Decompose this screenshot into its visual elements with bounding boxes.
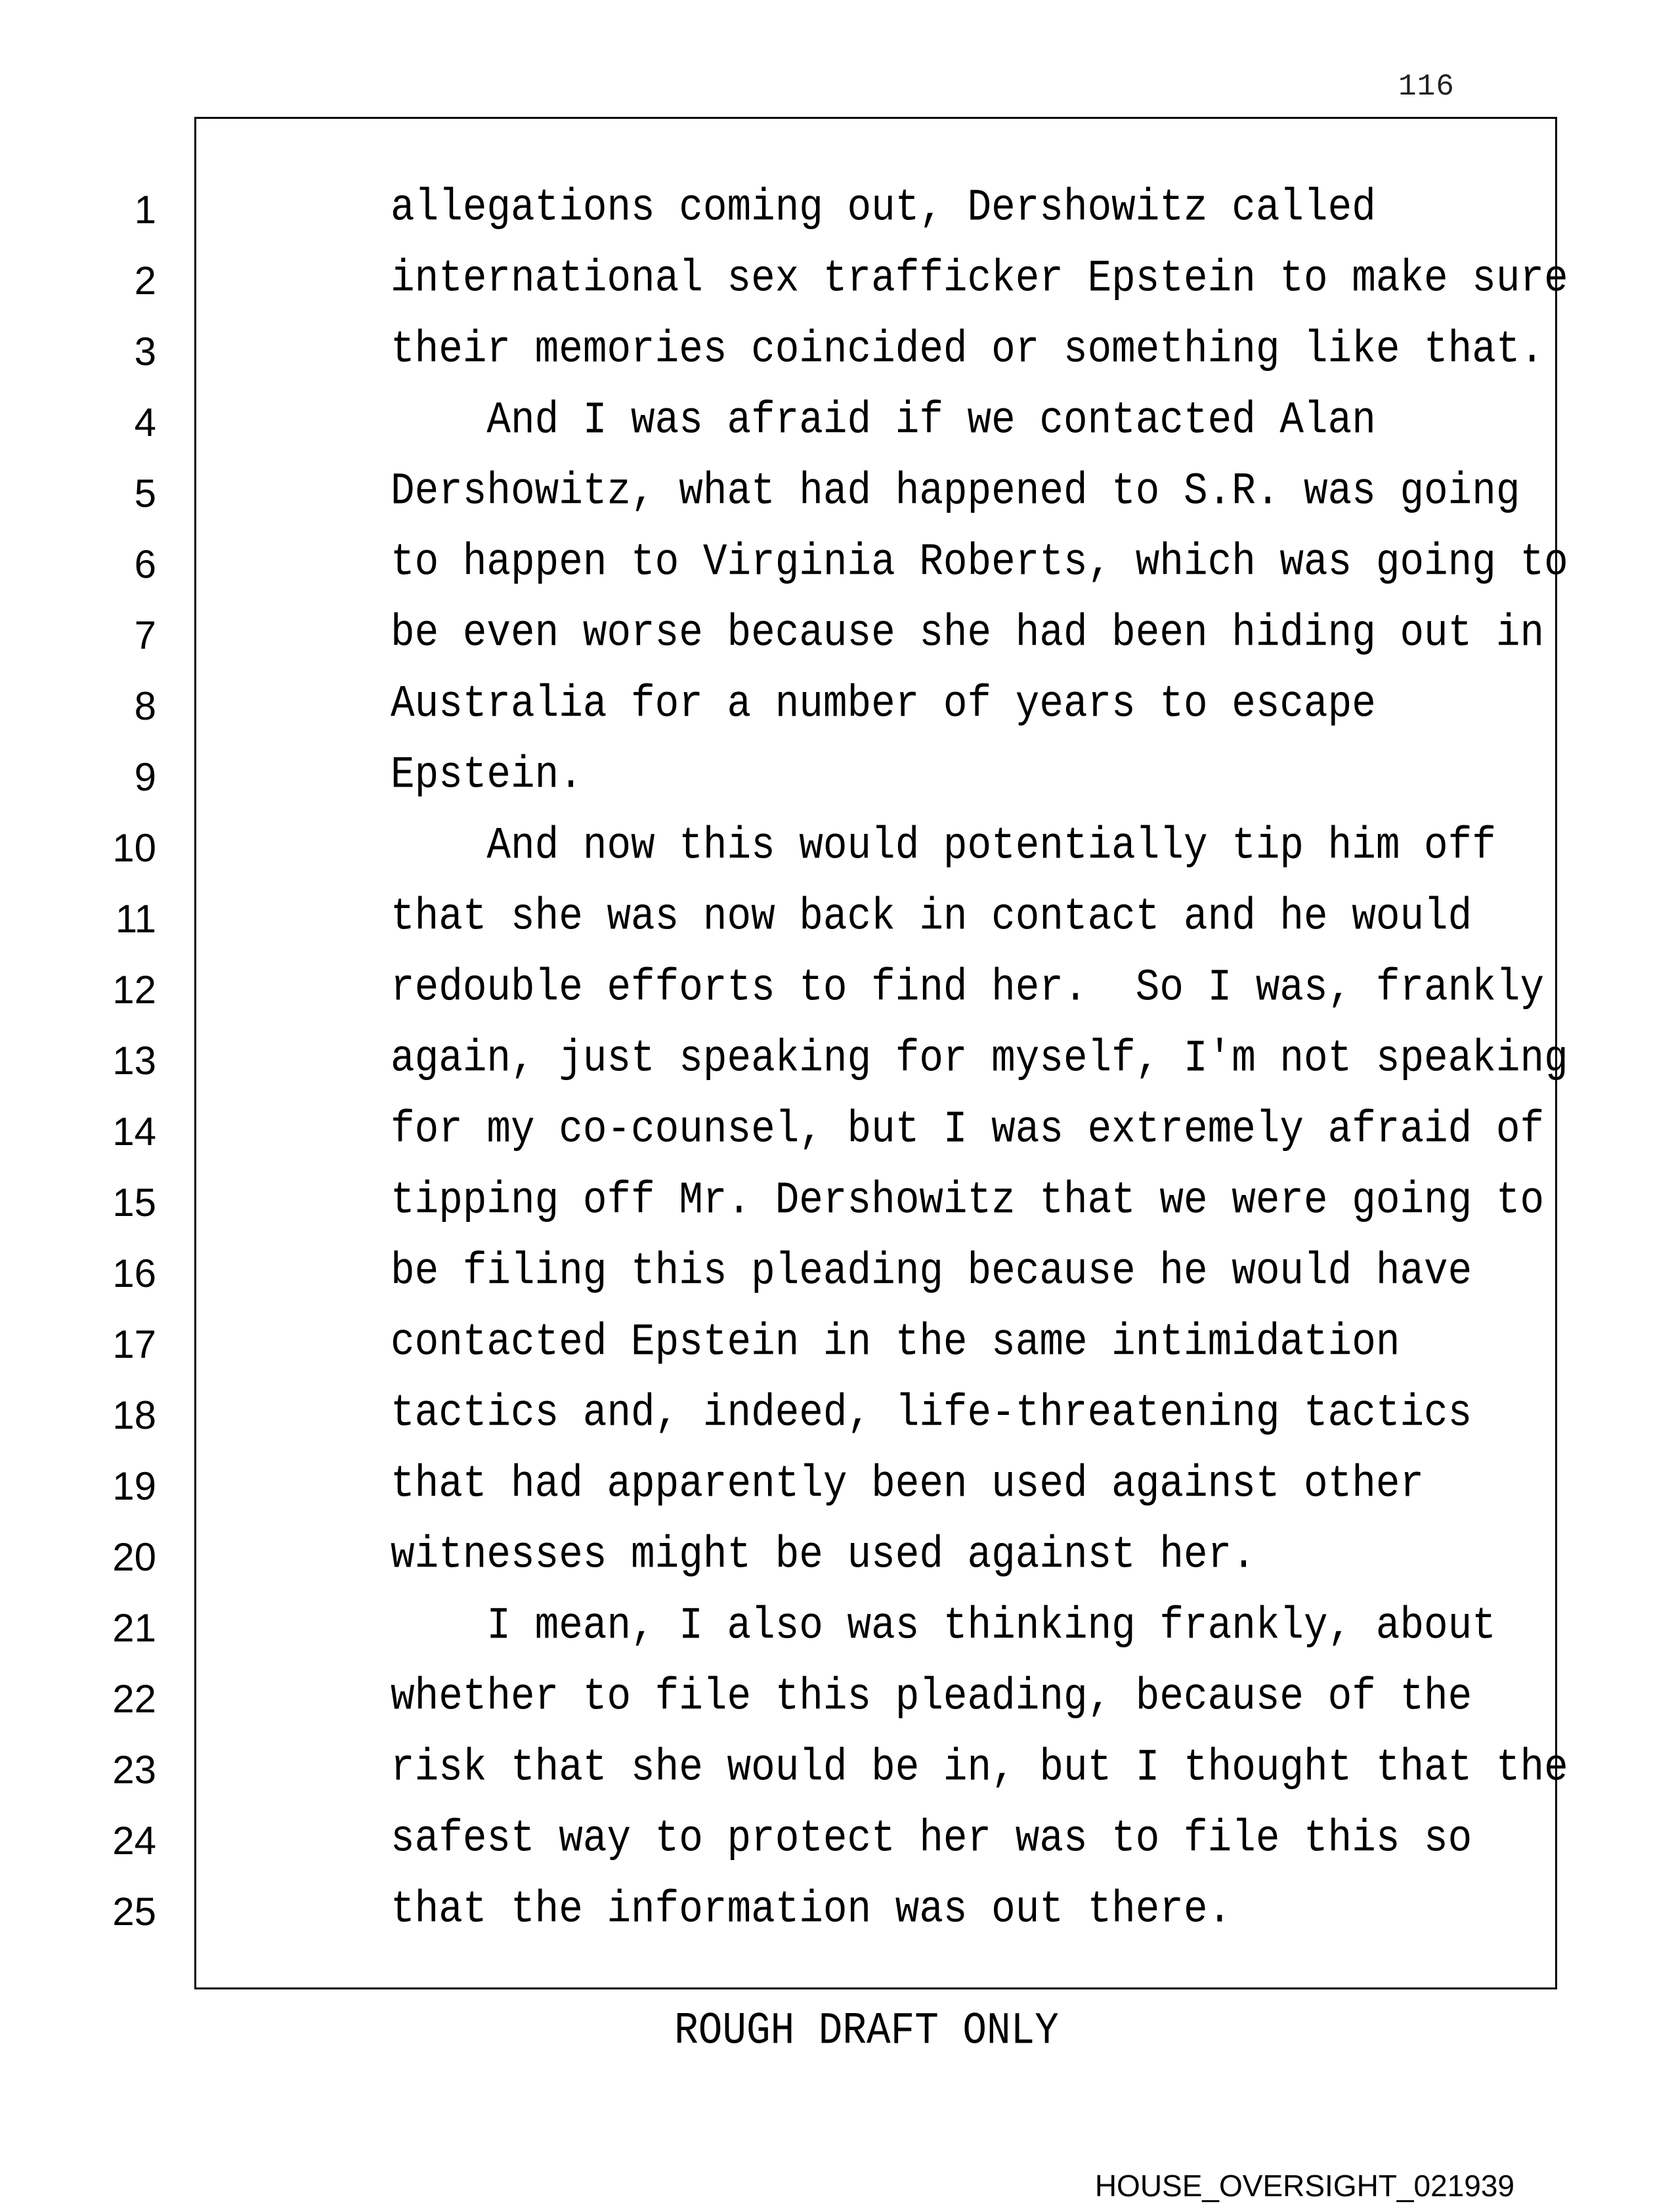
transcript-line: be filing this pleading because he would have bbox=[391, 1246, 1472, 1297]
line-number: 22 bbox=[112, 1677, 156, 1721]
line-number: 11 bbox=[115, 897, 156, 941]
bates-number: HOUSE_OVERSIGHT_021939 bbox=[1094, 2169, 1514, 2203]
line-number: 1 bbox=[134, 188, 156, 232]
transcript-line: allegations coming out, Dershowitz called bbox=[391, 183, 1376, 234]
line-number: 16 bbox=[112, 1251, 156, 1295]
line-number: 13 bbox=[112, 1039, 156, 1083]
transcript-line: their memories coincided or something like that. bbox=[391, 324, 1545, 376]
transcript-line: contacted Epstein in the same intimidation bbox=[391, 1317, 1400, 1368]
line-number: 8 bbox=[134, 684, 156, 728]
transcript-line: international sex trafficker Epstein to make sure bbox=[391, 253, 1568, 305]
transcript-line: risk that she would be in, but I thought that the bbox=[391, 1743, 1568, 1794]
transcript-line: for my co-counsel, but I was extremely afraid of bbox=[391, 1104, 1545, 1156]
transcript-line: to happen to Virginia Roberts, which was going to bbox=[391, 537, 1568, 588]
transcript-line: that she was now back in contact and he would bbox=[391, 892, 1472, 943]
transcript-line: Australia for a number of years to escape bbox=[391, 679, 1376, 730]
line-number: 15 bbox=[112, 1181, 156, 1225]
line-number: 10 bbox=[112, 826, 156, 870]
line-number: 25 bbox=[112, 1890, 156, 1934]
transcript-line: And I was afraid if we contacted Alan bbox=[391, 395, 1376, 446]
transcript-line: be even worse because she had been hiding out in bbox=[391, 608, 1545, 659]
transcript-line: redouble efforts to find her. So I was, frankly bbox=[391, 963, 1545, 1014]
line-number: 23 bbox=[112, 1748, 156, 1792]
line-number: 14 bbox=[112, 1110, 156, 1154]
transcript-line: that had apparently been used against other bbox=[391, 1459, 1425, 1510]
transcript-line: safest way to protect her was to file this so bbox=[391, 1813, 1472, 1865]
line-number: 4 bbox=[134, 401, 156, 445]
rough-draft-label: ROUGH DRAFT ONLY bbox=[674, 2006, 1059, 2057]
line-number: 7 bbox=[134, 613, 156, 657]
line-number: 2 bbox=[134, 259, 156, 303]
line-number: 24 bbox=[112, 1819, 156, 1863]
line-number: 19 bbox=[112, 1464, 156, 1508]
transcript-line: I mean, I also was thinking frankly, about bbox=[391, 1601, 1496, 1652]
transcript-line: tipping off Mr. Dershowitz that we were going to bbox=[391, 1175, 1545, 1226]
line-number: 9 bbox=[134, 755, 156, 799]
transcript-line: And now this would potentially tip him off bbox=[391, 821, 1496, 872]
line-number: 18 bbox=[112, 1393, 156, 1437]
transcript-line: Dershowitz, what had happened to S.R. was going bbox=[391, 466, 1520, 517]
line-number: 3 bbox=[134, 330, 156, 374]
line-number: 17 bbox=[112, 1322, 156, 1366]
transcript-line: Epstein. bbox=[391, 750, 583, 801]
transcript-line: whether to file this pleading, because of the bbox=[391, 1672, 1472, 1723]
line-number: 12 bbox=[112, 968, 156, 1012]
line-number: 6 bbox=[134, 542, 156, 586]
transcript-line: witnesses might be used against her. bbox=[391, 1530, 1256, 1581]
page-number: 116 bbox=[1398, 70, 1455, 104]
transcript-line: again, just speaking for myself, I'm not speaking bbox=[391, 1033, 1568, 1085]
line-number: 5 bbox=[134, 471, 156, 515]
line-number: 20 bbox=[112, 1535, 156, 1579]
transcript-line: that the information was out there. bbox=[391, 1884, 1232, 1936]
line-number: 21 bbox=[112, 1606, 156, 1650]
transcript-line: tactics and, indeed, life-threatening tactics bbox=[391, 1388, 1472, 1439]
